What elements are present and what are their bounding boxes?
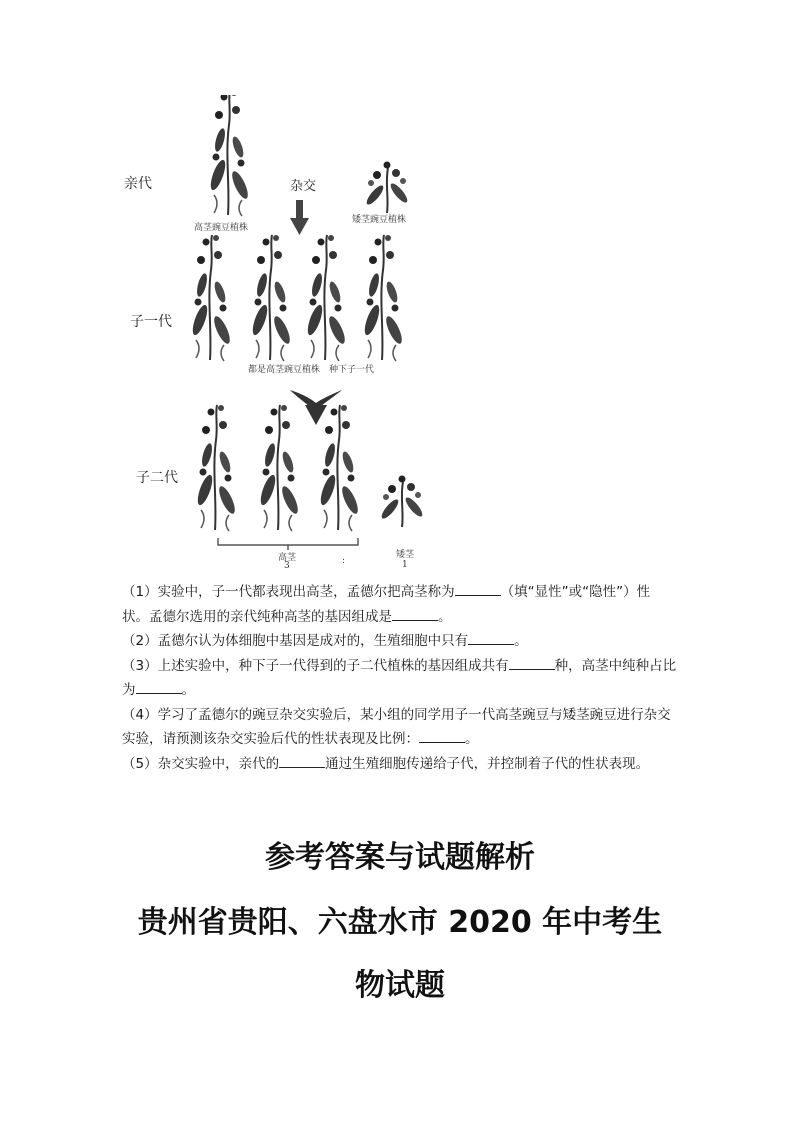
question-text: 实验，请预测该杂交实验后代的性状表现及比例：	[122, 731, 419, 747]
figure-graphics	[110, 95, 470, 575]
f2-plants	[195, 405, 425, 531]
label-f2-generation: 子二代	[136, 470, 178, 486]
question-line	[122, 654, 692, 679]
pea-cross-figure	[110, 95, 470, 575]
question-line	[122, 629, 692, 654]
answer-blank[interactable]	[419, 728, 465, 743]
cross-arrow-icon	[290, 200, 309, 235]
question-text: （1）实验中，子一代都表现出高茎，孟德尔把高茎称为	[122, 584, 455, 600]
question-line	[122, 605, 692, 630]
question-text: （3）上述实验中，种下子一代得到的子二代植株的基因组成共有	[122, 657, 509, 674]
question-line	[122, 703, 692, 728]
label-cross: 杂交	[290, 179, 317, 194]
answer-section-title: 参考答案与试题解析	[265, 840, 535, 875]
question-line	[122, 580, 692, 605]
answer-blank[interactable]	[279, 753, 325, 768]
question-text: 。	[465, 731, 479, 747]
caption-ratio-colon: :	[342, 556, 346, 566]
curved-arrow-icon	[290, 390, 342, 425]
question-line	[122, 727, 692, 752]
caption-tall-parent: 高茎豌豆植株	[194, 223, 249, 233]
answer-blank[interactable]	[455, 581, 501, 596]
caption-f1-note: 都是高茎豌豆植株 种下子一代	[248, 365, 375, 375]
question-text: （4）学习了孟德尔的豌豆杂交实验后，某小组的同学用子一代高茎豌豆与矮茎豌豆进行杂交	[122, 706, 671, 723]
question-text: （2）孟德尔认为体细胞中基因是成对的，生殖细胞中只有	[122, 633, 469, 649]
tall-bracket	[218, 538, 358, 550]
question-text: （填“显性”或“隐性”）性	[500, 584, 651, 600]
caption-tall: 高茎	[278, 553, 297, 563]
question-text: 。	[438, 608, 452, 625]
question-text: 通过生殖细胞传递给子代，并控制着子代的性状表现。	[325, 755, 650, 772]
exam-title-line2: 物试题	[355, 968, 445, 1003]
f1-plants	[190, 235, 405, 361]
caption-short: 矮茎	[396, 550, 415, 560]
exam-title-line1: 贵州省贵阳、六盘水市 2020 年中考生	[137, 905, 663, 940]
question-list	[122, 580, 692, 776]
short-parent-plant	[364, 162, 410, 214]
question-text: 状。孟德尔选用的亲代纯种高茎的基因组成是	[122, 608, 392, 625]
caption-short-parent: 矮茎豌豆植株	[352, 215, 407, 225]
question-line	[122, 752, 692, 777]
caption-tall-ratio: 3	[284, 561, 290, 571]
label-f1-generation: 子一代	[130, 314, 172, 330]
question-text: 为	[122, 682, 136, 698]
caption-short-ratio: 1	[402, 560, 408, 570]
question-text: 种，高茎中纯种占比	[554, 657, 677, 674]
question-line	[122, 678, 692, 703]
answer-blank[interactable]	[392, 606, 438, 621]
question-text: 。	[181, 682, 195, 698]
tall-parent-plant	[208, 95, 251, 216]
question-text: 。	[514, 633, 528, 649]
question-text: （5）杂交实验中，亲代的	[122, 755, 280, 772]
label-parent-generation: 亲代	[124, 176, 152, 192]
answer-blank[interactable]	[136, 679, 182, 694]
answer-blank[interactable]	[509, 655, 555, 670]
answer-blank[interactable]	[468, 630, 514, 645]
